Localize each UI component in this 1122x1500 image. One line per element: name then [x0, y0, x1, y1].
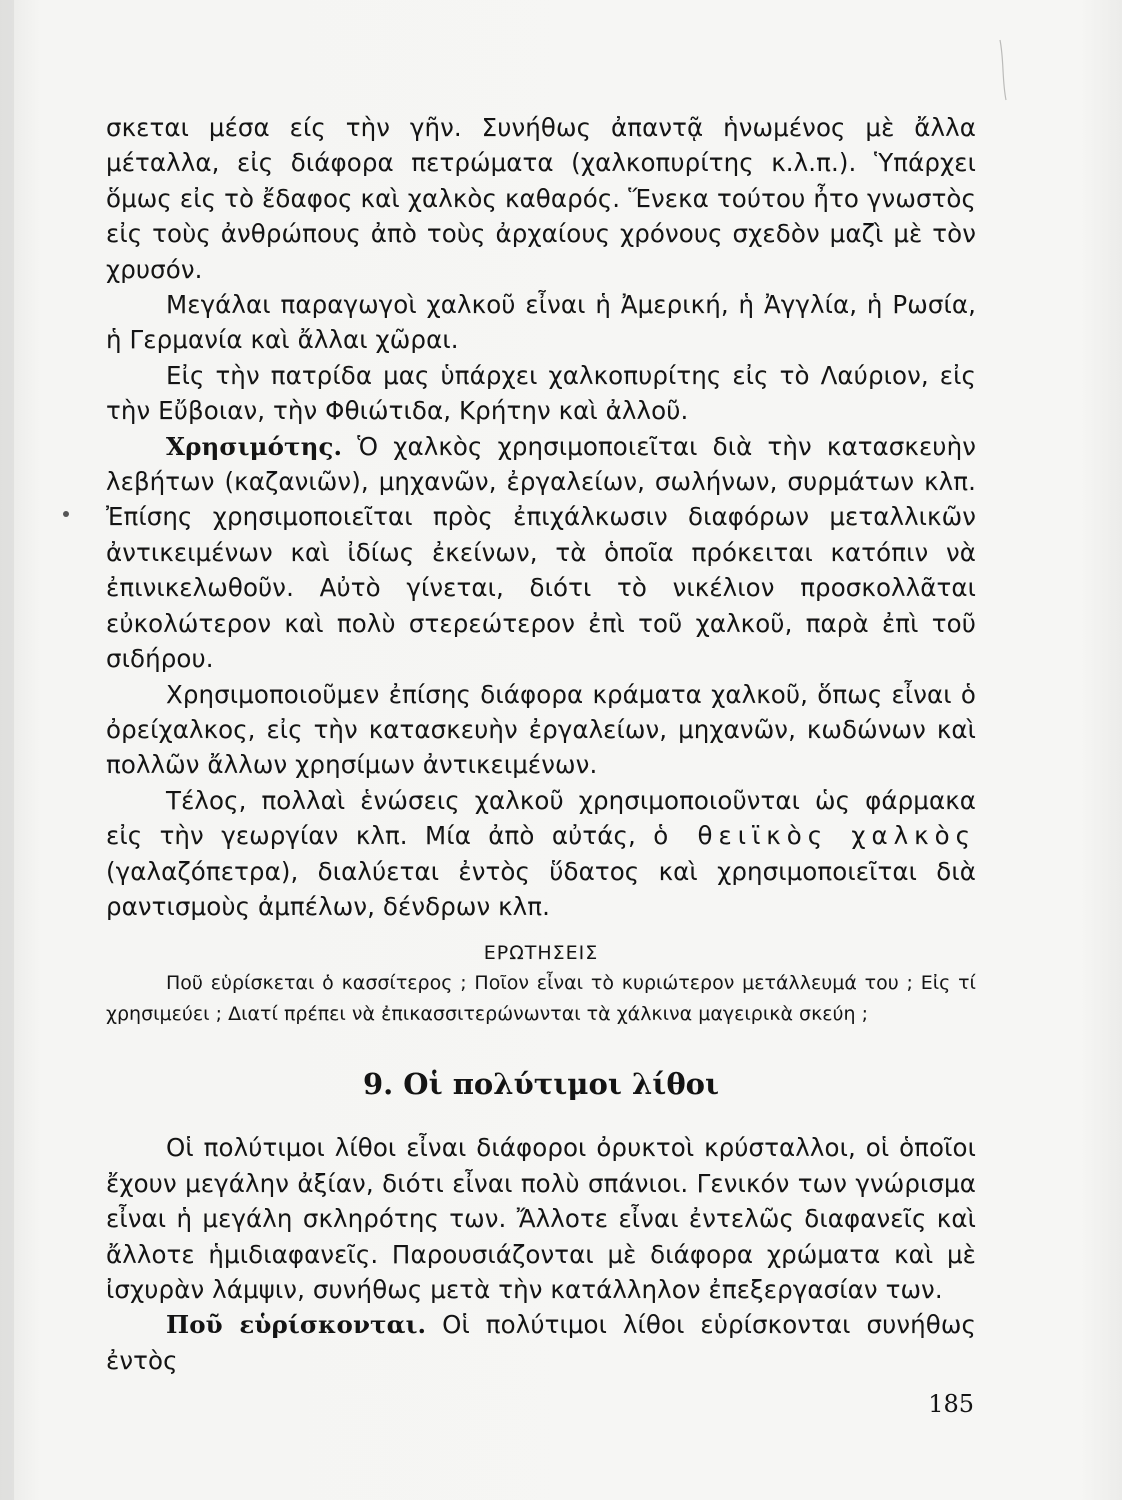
questions-text: Ποῦ εὑρίσκεται ὁ κασσίτερος ; Ποῖον εἶναι τὸ κυριώτερον μετάλλευμά του ; Εἰς τί χρησιμεύει ; Διατί πρέπει νὰ ἐπικασσιτερώνωνται τὰ χάλκινα μαγειρικὰ σκεύη ;: [106, 972, 976, 1026]
paragraph-copper-greece: Εἰς τὴν πατρίδα μας ὑπάρχει χαλκοπυρίτης εἰς τὸ Λαύριον, εἰς τὴν Εὔβοιαν, τὴν Φθιώτιδα, Κρήτην καὶ ἀλλοῦ.: [106, 360, 976, 426]
text-column: [106, 110, 976, 1378]
location-text: Οἱ πολύτιμοι λίθοι εὑρίσκονται συνήθως ἐντὸς: [106, 1310, 976, 1375]
location-term: Ποῦ εὑρίσκονται.: [166, 1310, 427, 1340]
paragraph-copper-alloys: Χρησιμοποιοῦμεν ἐπίσης διάφορα κράματα χαλκοῦ, ὅπως εἶναι ὁ ὀρείχαλκος, εἰς τὴν κατασκευὴν ἐργαλείων, μηχανῶν, κωδώνων καὶ πολλῶν ἄλλων χρησίμων ἀντικειμένων.: [106, 679, 976, 780]
ink-dot: [63, 511, 69, 517]
compounds-text-after: (γαλαζόπετρα), διαλύεται ἐντὸς ὕδατος καὶ χρησιμοποιεῖται διὰ ραντισμοὺς ἀμπέλων, δένδρων κλπ.: [106, 856, 976, 921]
paragraph-copper-usage: [106, 429, 976, 677]
usage-text: Ὁ χαλκὸς χρησιμοποιεῖται διὰ τὴν κατασκευὴν λεβήτων (καζανιῶν), μηχανῶν, ἐργαλείων, σωλήνων, συρμάτων κλπ. Ἐπίσης χρησιμοποιεῖται πρὸς ἐπιχάλκωσιν διαφόρων μεταλλικῶν ἀντικειμένων καὶ ἰδίως ἐκείνων, τὰ ὁποῖα πρόκειται κατόπιν νὰ ἐπινικελωθοῦν. Αὐτὸ γίνεται, διότι τὸ νικέλιον προσκολλᾶται εὐκολώτερον καὶ πολὺ στερεώτερον ἐπὶ τοῦ χαλκοῦ, παρὰ ἐπὶ τοῦ σιδήρου.: [106, 431, 976, 674]
paragraph-copper-compounds: [106, 783, 976, 925]
section-title: 9. Οἱ πολύτιμοι λίθοι: [362, 1067, 720, 1102]
paragraph-gemstones-location: [106, 1307, 976, 1378]
paragraph-copper-occurrence: σκεται μέσα είς τὴν γῆν. Συνήθως ἀπαντᾷ ἡνωμένος μὲ ἄλλα μέταλλα, εἰς διάφορα πετρώματα (χαλκοπυρίτης κ.λ.π.). Ὑπάρχει ὅμως εἰς τὸ ἔδαφος καὶ χαλκὸς καθαρός. Ἕνεκα τούτου ἦτο γνωστὸς εἰς τοὺς ἀνθρώπους ἀπὸ τοὺς ἀρχαίους χρόνους σχεδὸν μαζὶ μὲ τὸν χρυσόν.: [106, 113, 976, 284]
paragraph-gemstones-intro: Οἱ πολύτιμοι λίθοι εἶναι διάφοροι ὀρυκτοὶ κρύσταλλοι, οἱ ὁποῖοι ἔχουν μεγάλην ἀξίαν, διότι εἶναι πολὺ σπάνιοι. Γενικόν των γνώρισμα εἶναι ἡ μεγάλη σκληρότης των. Ἄλλοτε εἶναι ἐντελῶς διαφανεῖς καὶ ἄλλοτε ἡμιδιαφανεῖς. Παρουσιάζονται μὲ διάφορα χρώματα καὶ μὲ ἰσχυρὰν λάμψιν, συνήθως μετὰ τὴν κατάλληλον ἐπεξεργασίαν των.: [106, 1133, 976, 1304]
copper-sulfate-term: ὁ θειϊκὸς χαλκὸς: [653, 821, 976, 851]
compounds-text-before: Τέλος, πολλαὶ ἑνώσεις χαλκοῦ χρησιμοποιοῦνται ὡς φάρμακα εἰς τὴν γεωργίαν κλπ. Μία ἀπὸ αὐτάς,: [106, 785, 976, 851]
usage-term: Χρησιμότης.: [166, 431, 343, 461]
questions-heading: ΕΡΩΤΗΣΕΙΣ: [483, 942, 599, 965]
page-number: 185: [928, 1390, 974, 1418]
paragraph-copper-producers: Μεγάλαι παραγωγοὶ χαλκοῦ εἶναι ἡ Ἀμερική, ἡ Ἀγγλία, ἡ Ρωσία, ἡ Γερμανία καὶ ἄλλαι χῶραι.: [106, 290, 976, 355]
